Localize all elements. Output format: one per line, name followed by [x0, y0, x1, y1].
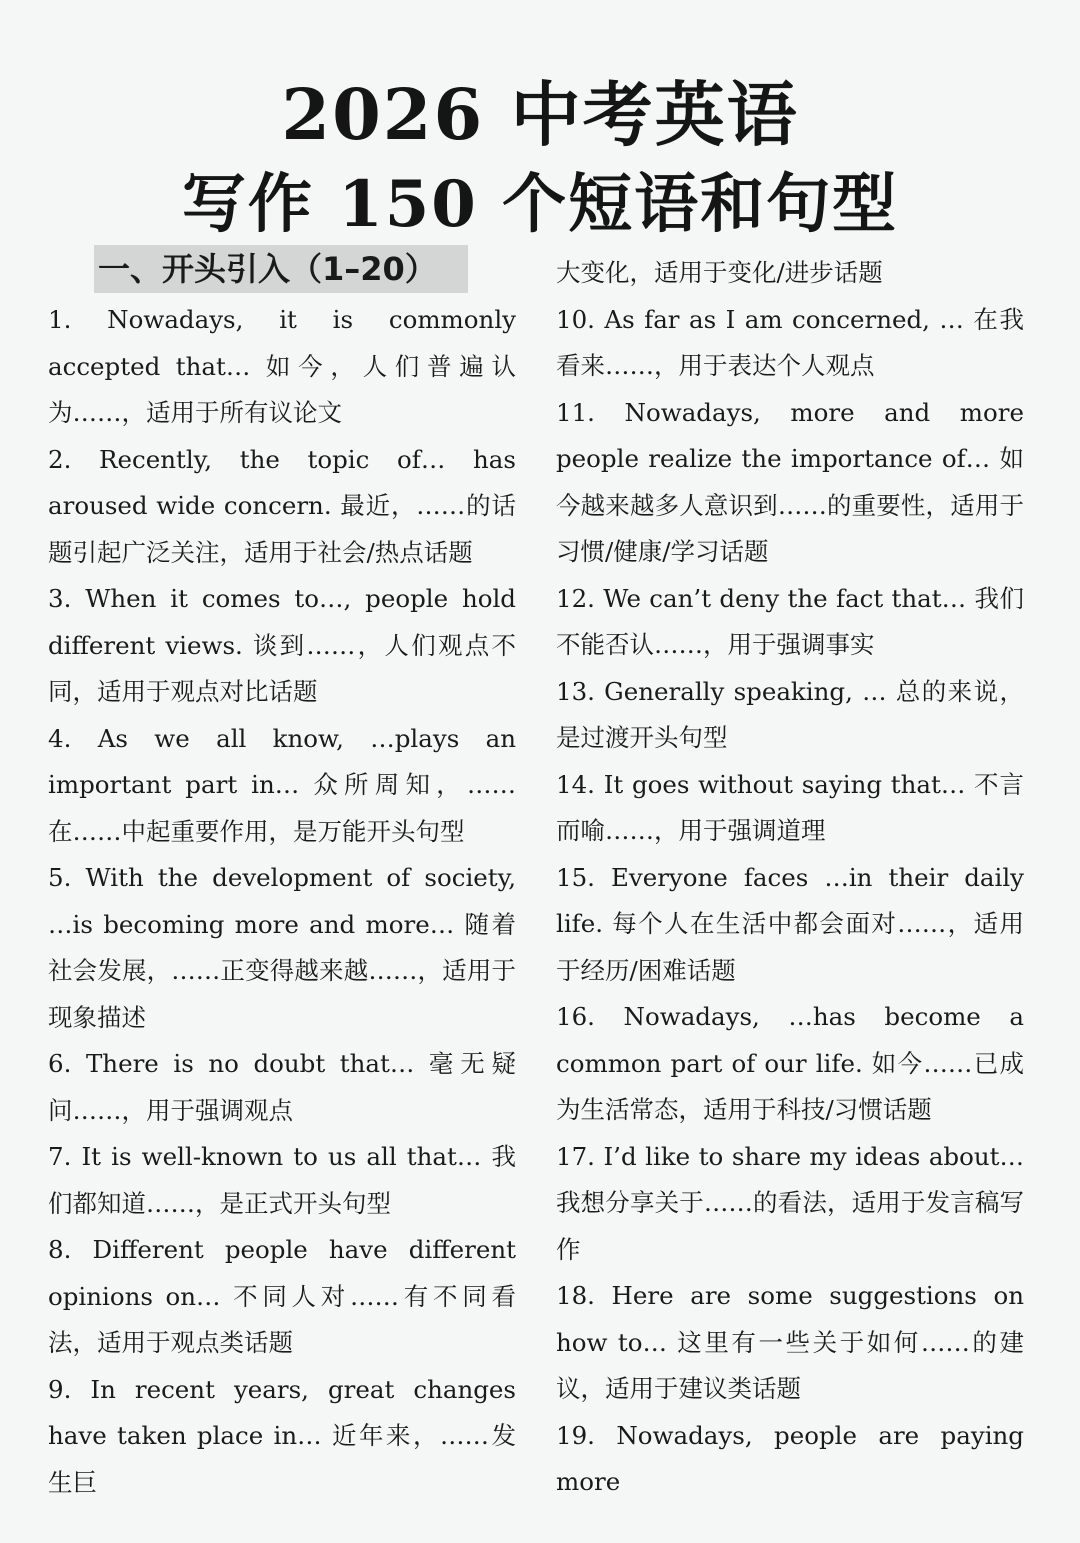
- list-item: 11. Nowadays, more and more people realize the importance of… 如今越来越多人意识到……的重要性，适用于习惯/健康/学习话题: [556, 397, 1024, 566]
- list-item: 9. In recent years, great changes have taken place in… 近年来，……发生巨: [48, 1374, 516, 1497]
- list-item: 14. It goes without saying that… 不言而喻……，用于强调道理: [556, 769, 1024, 845]
- left-column: [48, 297, 516, 1506]
- list-item: 6. There is no doubt that… 毫无疑问……，用于强调观点: [48, 1049, 516, 1125]
- page-subtitle: 写作 150 个短语和句型: [181, 167, 899, 242]
- list-item: 16. Nowadays, …has become a common part of our life. 如今……已成为生活常态，适用于科技/习惯话题: [556, 1002, 1024, 1124]
- right-column: [556, 250, 1024, 1506]
- list-item: 大变化，适用于变化/进步话题: [556, 258, 883, 287]
- list-item: 12. We can’t deny the fact that… 我们不能否认……，用于强调事实: [556, 583, 1024, 659]
- page-title: 2026 中考英语: [281, 73, 799, 156]
- list-item: 19. Nowadays, people are paying more: [556, 1420, 1024, 1496]
- list-item: 1. Nowadays, it is commonly accepted that… 如今，人们普遍认为……，适用于所有议论文: [48, 305, 516, 427]
- list-item: 3. When it comes to…, people hold different views. 谈到……，人们观点不同，适用于观点对比话题: [48, 584, 516, 706]
- list-item: 13. Generally speaking, … 总的来说，是过渡开头句型: [556, 676, 1024, 752]
- list-item: 2. Recently, the topic of… has aroused wide concern. 最近，……的话题引起广泛关注，适用于社会/热点话题: [48, 444, 516, 567]
- list-item: 10. As far as I am concerned, … 在我看来……，用于表达个人观点: [556, 304, 1024, 380]
- list-item: 5. With the development of society, …is becoming more and more… 随着社会发展，……正变得越来越……，适用于现象描述: [48, 863, 516, 1032]
- list-item: 15. Everyone faces …in their daily life. 每个人在生活中都会面对……，适用于经历/困难话题: [556, 862, 1024, 985]
- list-item: 8. Different people have different opinions on… 不同人对……有不同看法，适用于观点类话题: [48, 1235, 516, 1357]
- list-item: 18. Here are some suggestions on how to… 这里有一些关于如何……的建议，适用于建议类话题: [556, 1281, 1024, 1403]
- list-item: 7. It is well-known to us all that… 我们都知道……，是正式开头句型: [48, 1142, 516, 1218]
- list-item: 4. As we all know, …plays an important part in… 众所周知，……在……中起重要作用，是万能开头句型: [48, 723, 516, 846]
- list-item: 17. I’d like to share my ideas about… 我想分享关于……的看法，适用于发言稿写作: [556, 1141, 1024, 1264]
- section-heading: 一、开头引入（1–20）: [94, 245, 468, 293]
